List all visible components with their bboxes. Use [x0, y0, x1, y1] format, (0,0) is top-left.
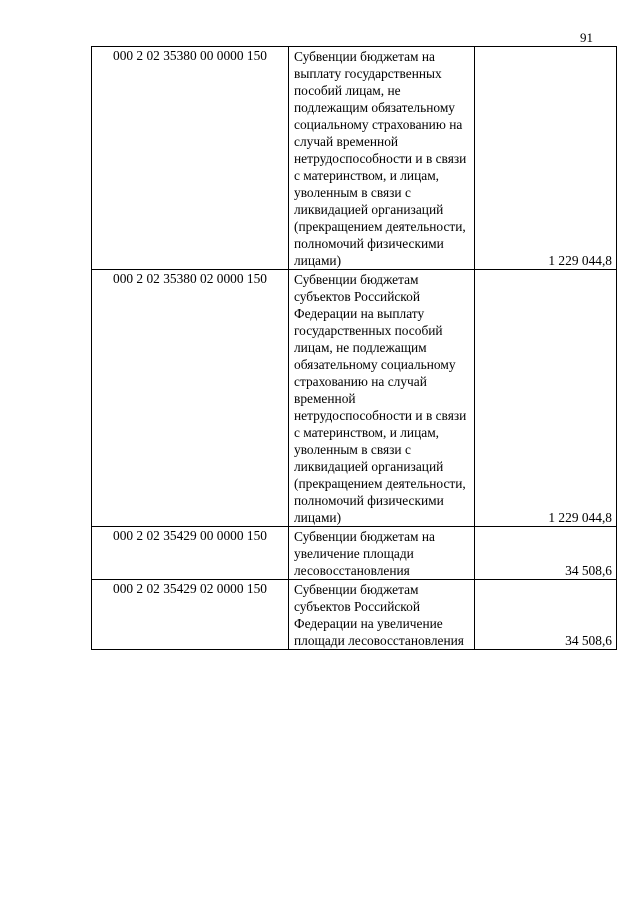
- budget-table: [91, 46, 617, 650]
- table-row: [92, 270, 617, 527]
- page-number: 91: [580, 30, 593, 45]
- description-cell: [289, 270, 475, 527]
- amount-cell: [475, 270, 617, 527]
- budget-code-cell: 000 2 02 35380 02 0000 150: [92, 270, 289, 527]
- description-text: Субвенции бюджетам на выплату государственных пособий лицам, не подлежащим обязательному социальному страхованию на случай временной нетрудоспособности и в связи с материнством, и лицам, уволенным в связи с ликвидацией организаций (прекращением деятельности, полномочий физическими лицами): [294, 49, 467, 268]
- amount-text: 34 508,6: [565, 633, 612, 648]
- amount-cell: [475, 527, 617, 580]
- table-row: [92, 580, 617, 650]
- amount-text: 1 229 044,8: [548, 510, 612, 525]
- budget-code-cell: 000 2 02 35429 02 0000 150: [92, 580, 289, 650]
- description-cell: [289, 580, 475, 650]
- amount-cell: [475, 580, 617, 650]
- amount-text: 1 229 044,8: [548, 253, 612, 268]
- budget-code-cell: 000 2 02 35429 00 0000 150: [92, 527, 289, 580]
- description-text: Субвенции бюджетам на увеличение площади лесовосстановления: [294, 529, 435, 578]
- description-text: Субвенции бюджетам субъектов Российской Федерации на увеличение площади лесовосстановления: [294, 582, 464, 648]
- table-row: [92, 527, 617, 580]
- description-cell: [289, 527, 475, 580]
- description-cell: [289, 47, 475, 270]
- amount-cell: [475, 47, 617, 270]
- budget-code-cell: 000 2 02 35380 00 0000 150: [92, 47, 289, 270]
- description-text: Субвенции бюджетам субъектов Российской Федерации на выплату государственных пособий лицам, не подлежащим обязательному социальному страхованию на случай временной нетрудоспособности и в связи с материнством, и лицам, уволенным в связи с ликвидацией организаций (прекращением деятельности, полномочий физическими лицами): [294, 272, 467, 525]
- table-row: [92, 47, 617, 270]
- amount-text: 34 508,6: [565, 563, 612, 578]
